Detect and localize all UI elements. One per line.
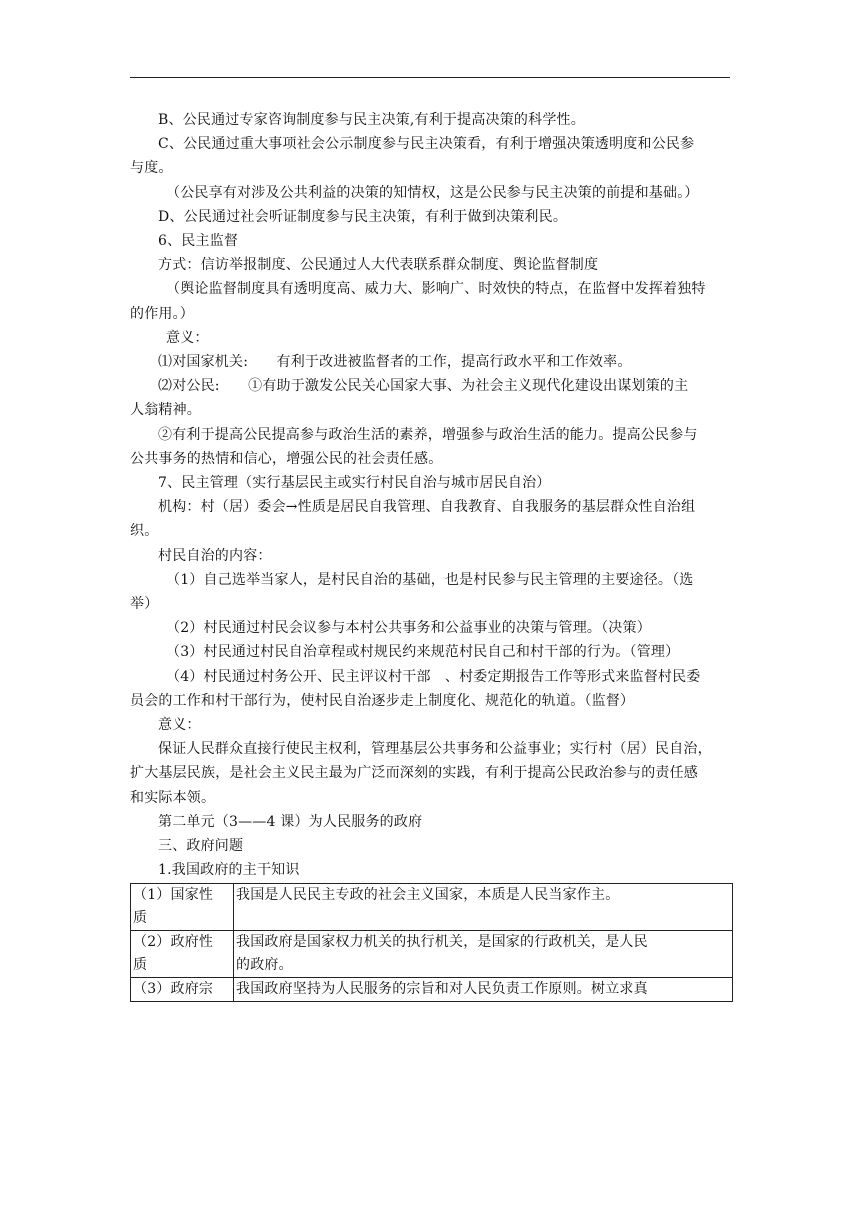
paragraph-continuation-line: 人翁精神。 [130, 402, 201, 419]
paragraph-line: 6、民主监督 [158, 233, 239, 250]
paragraph-line: （4）村民通过村务公开、民主评议村干部 、村委定期报告工作等形式来监督村民委 [166, 668, 701, 685]
paragraph-line: 意义： [166, 329, 209, 346]
table-row [131, 883, 733, 930]
table-row [131, 977, 733, 1001]
row-content-line: 我国政府坚持为人民服务的宗旨和对人民负责工作原则。树立求真 [236, 980, 648, 997]
row-label-line: （3）政府宗 [133, 980, 214, 997]
row-label-line: （2）政府性 [133, 933, 214, 950]
knowledge-table [130, 883, 733, 1002]
paragraph-continuation-line: 和实际本领。 [130, 789, 216, 806]
row-label-cell [131, 977, 234, 1001]
header-rule [130, 77, 730, 78]
row-content-cell [234, 977, 733, 1001]
paragraph-continuation-line: 扩大基层民族，是社会主义民主最为广泛而深刻的实践，有利于提高公民政治参与的责任感 [130, 765, 698, 782]
paragraph-line: ⑴对国家机关: 有利于改进被监督者的工作，提高行政水平和工作效率。 [158, 354, 632, 371]
paragraph-line: 村民自治的内容： [158, 547, 272, 564]
paragraph-line: 7、民主管理（实行基层民主或实行村民自治与城市居民自治） [158, 475, 551, 492]
row-label-cell [131, 930, 234, 977]
document-body [130, 108, 732, 1002]
knowledge-table-wrap [130, 883, 732, 1002]
paragraph-continuation-line: 举） [130, 596, 159, 613]
row-label-line: 质 [133, 956, 148, 973]
paragraph-continuation-line: 的作用。） [130, 305, 194, 322]
paragraph-line: B、公民通过专家咨询制度参与民主决策,有利于提高决策的科学性。 [158, 112, 585, 128]
row-label-line: 质 [133, 909, 148, 926]
paragraph-line: （1）自己选举当家人，是村民自治的基础，也是村民参与民主管理的主要途径。（选 [166, 571, 694, 588]
paragraph-continuation-line: 织。 [130, 523, 159, 540]
paragraph-line: （公民享有对涉及公共利益的决策的知情权，这是公民参与民主决策的前提和基础。） [166, 184, 699, 201]
paragraph-line: ②有利于提高公民提高参与政治生活的素养，增强参与政治生活的能力。提高公民参与 [158, 426, 698, 443]
row-content-cell [234, 883, 733, 930]
row-content-cell [234, 930, 733, 977]
paragraph-line: 保证人民群众直接行使民主权利，管理基层公共事务和公益事业；实行村（居）民自治， [158, 741, 712, 758]
row-label-cell [131, 883, 234, 930]
paragraph-line: （3）村民通过村民自治章程或村规民约来规范村民自己和村干部的行为。（管理） [166, 644, 680, 661]
paragraph-continuation-line: 员会的工作和村干部行为，使村民自治逐步走上制度化、规范化的轨道。（监督） [130, 692, 635, 709]
paragraph-line: 机构：村（居）委会→性质是居民自我管理、自我教育、自我服务的基层群众性自治组 [158, 499, 696, 516]
row-content-line: 我国是人民民主专政的社会主义国家，本质是人民当家作主。 [236, 886, 620, 903]
paragraph-line: ⑵对公民: ①有助于激发公民关心国家大事、为社会主义现代化建设出谋划策的主 [158, 378, 689, 395]
paragraph-line: C、公民通过重大事项社会公示制度参与民主决策看，有利于增强决策透明度和公民参 [158, 136, 695, 153]
paragraph-line: 1.我国政府的主干知识 [158, 862, 300, 879]
paragraph-line: 三、政府问题 [158, 838, 244, 855]
paragraph-line: 意义： [158, 717, 201, 734]
paragraph-line: 第二单元（3——4 课）为人民服务的政府 [158, 813, 423, 830]
paragraph-list [130, 108, 732, 883]
row-label-line: （1）国家性 [133, 886, 214, 903]
table-row [131, 930, 733, 977]
paragraph-line: 方式：信访举报制度、公民通过人大代表联系群众制度、舆论监督制度 [158, 257, 599, 274]
paragraph-line: （2）村民通过村民会议参与本村公共事务和公益事业的决策与管理。（决策） [166, 620, 651, 637]
paragraph-line: （舆论监督制度具有透明度高、威力大、影响广、时效快的特点，在监督中发挥着独特 [166, 281, 706, 298]
row-content-line: 的政府。 [236, 956, 293, 973]
row-content-line: 我国政府是国家权力机关的执行机关，是国家的行政机关，是人民 [236, 933, 648, 950]
paragraph-continuation-line: 与度。 [130, 160, 173, 177]
paragraph-continuation-line: 公共事务的热情和信心，增强公民的社会责任感。 [130, 450, 443, 467]
paragraph-line: D、公民通过社会听证制度参与民主决策，有利于做到决策利民。 [158, 208, 568, 225]
